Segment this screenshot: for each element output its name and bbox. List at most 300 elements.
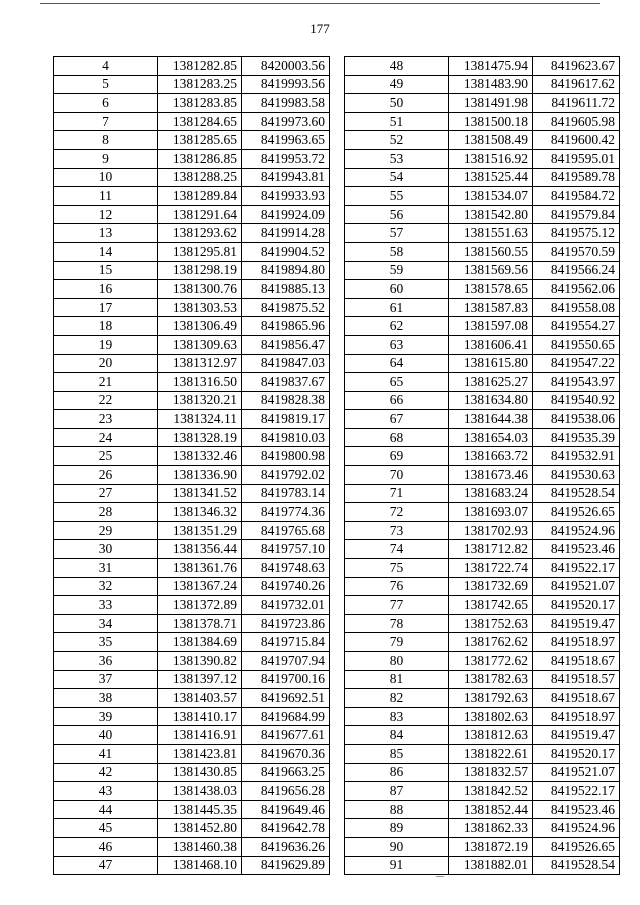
- x-coordinate-cell: 1381367.24: [158, 577, 242, 596]
- x-coordinate-cell: 1381283.25: [158, 75, 242, 94]
- x-coordinate-cell: 1381862.33: [449, 819, 533, 838]
- y-coordinate-cell: 8419540.92: [533, 391, 620, 410]
- table-row: [345, 503, 620, 522]
- y-coordinate-cell: 8419518.97: [533, 633, 620, 652]
- y-coordinate-cell: 8419584.72: [533, 187, 620, 206]
- table-row: [54, 373, 330, 392]
- x-coordinate-cell: 1381516.92: [449, 149, 533, 168]
- x-coordinate-cell: 1381702.93: [449, 521, 533, 540]
- y-coordinate-cell: 8419783.14: [242, 484, 330, 503]
- point-number-cell: 80: [345, 652, 449, 671]
- x-coordinate-cell: 1381312.97: [158, 354, 242, 373]
- point-number-cell: 60: [345, 280, 449, 299]
- y-coordinate-cell: 8419924.09: [242, 205, 330, 224]
- y-coordinate-cell: 8419562.06: [533, 280, 620, 299]
- y-coordinate-cell: 8419748.63: [242, 559, 330, 578]
- point-number-cell: 25: [54, 447, 158, 466]
- y-coordinate-cell: 8419524.96: [533, 819, 620, 838]
- point-number-cell: 88: [345, 800, 449, 819]
- y-coordinate-cell: 8419543.97: [533, 373, 620, 392]
- point-number-cell: 50: [345, 94, 449, 113]
- table-row: [345, 373, 620, 392]
- y-coordinate-cell: 8419663.25: [242, 763, 330, 782]
- point-number-cell: 37: [54, 670, 158, 689]
- table-row: [54, 726, 330, 745]
- table-row: [54, 391, 330, 410]
- x-coordinate-cell: 1381285.65: [158, 131, 242, 150]
- y-coordinate-cell: 8419600.42: [533, 131, 620, 150]
- x-coordinate-cell: 1381722.74: [449, 559, 533, 578]
- y-coordinate-cell: 8419518.57: [533, 670, 620, 689]
- scan-mark: [436, 876, 444, 877]
- x-coordinate-cell: 1381390.82: [158, 652, 242, 671]
- x-coordinate-cell: 1381303.53: [158, 298, 242, 317]
- x-coordinate-cell: 1381712.82: [449, 540, 533, 559]
- y-coordinate-cell: 8419521.07: [533, 763, 620, 782]
- x-coordinate-cell: 1381288.25: [158, 168, 242, 187]
- x-coordinate-cell: 1381397.12: [158, 670, 242, 689]
- table-row: [345, 782, 620, 801]
- point-number-cell: 65: [345, 373, 449, 392]
- x-coordinate-cell: 1381500.18: [449, 112, 533, 131]
- table-row: [345, 168, 620, 187]
- x-coordinate-cell: 1381445.35: [158, 800, 242, 819]
- y-coordinate-cell: 8419528.54: [533, 484, 620, 503]
- point-number-cell: 15: [54, 261, 158, 280]
- point-number-cell: 52: [345, 131, 449, 150]
- point-number-cell: 7: [54, 112, 158, 131]
- x-coordinate-cell: 1381309.63: [158, 335, 242, 354]
- point-number-cell: 16: [54, 280, 158, 299]
- y-coordinate-cell: 8419828.38: [242, 391, 330, 410]
- y-coordinate-cell: 8419570.59: [533, 242, 620, 261]
- y-coordinate-cell: 8419715.84: [242, 633, 330, 652]
- x-coordinate-cell: 1381852.44: [449, 800, 533, 819]
- point-number-cell: 77: [345, 596, 449, 615]
- table-row: [345, 317, 620, 336]
- point-number-cell: 19: [54, 335, 158, 354]
- point-number-cell: 91: [345, 856, 449, 875]
- x-coordinate-cell: 1381416.91: [158, 726, 242, 745]
- y-coordinate-cell: 8419558.08: [533, 298, 620, 317]
- x-coordinate-cell: 1381542.80: [449, 205, 533, 224]
- point-number-cell: 46: [54, 837, 158, 856]
- y-coordinate-cell: 8419623.67: [533, 57, 620, 76]
- table-row: [345, 205, 620, 224]
- point-number-cell: 73: [345, 521, 449, 540]
- x-coordinate-cell: 1381615.80: [449, 354, 533, 373]
- point-number-cell: 71: [345, 484, 449, 503]
- y-coordinate-cell: 8419894.80: [242, 261, 330, 280]
- table-row: [54, 782, 330, 801]
- y-coordinate-cell: 8419636.26: [242, 837, 330, 856]
- point-number-cell: 26: [54, 466, 158, 485]
- y-coordinate-cell: 8419518.67: [533, 652, 620, 671]
- y-coordinate-cell: 8419885.13: [242, 280, 330, 299]
- y-coordinate-cell: 8419757.10: [242, 540, 330, 559]
- point-number-cell: 67: [345, 410, 449, 429]
- table-row: [54, 800, 330, 819]
- x-coordinate-cell: 1381654.03: [449, 428, 533, 447]
- y-coordinate-cell: 8419656.28: [242, 782, 330, 801]
- point-number-cell: 5: [54, 75, 158, 94]
- table-row: [54, 596, 330, 615]
- point-number-cell: 17: [54, 298, 158, 317]
- point-number-cell: 84: [345, 726, 449, 745]
- point-number-cell: 87: [345, 782, 449, 801]
- y-coordinate-cell: 8419518.67: [533, 689, 620, 708]
- table-row: [54, 819, 330, 838]
- y-coordinate-cell: 8419723.86: [242, 614, 330, 633]
- point-number-cell: 4: [54, 57, 158, 76]
- x-coordinate-cell: 1381673.46: [449, 466, 533, 485]
- table-row: [54, 633, 330, 652]
- table-row: [345, 689, 620, 708]
- y-coordinate-cell: 8419993.56: [242, 75, 330, 94]
- y-coordinate-cell: 8419856.47: [242, 335, 330, 354]
- x-coordinate-cell: 1381475.94: [449, 57, 533, 76]
- coordinates-table-left: [53, 56, 330, 875]
- x-coordinate-cell: 1381742.65: [449, 596, 533, 615]
- x-coordinate-cell: 1381291.64: [158, 205, 242, 224]
- y-coordinate-cell: 8419575.12: [533, 224, 620, 243]
- table-row: [54, 707, 330, 726]
- point-number-cell: 56: [345, 205, 449, 224]
- x-coordinate-cell: 1381534.07: [449, 187, 533, 206]
- y-coordinate-cell: 8419521.07: [533, 577, 620, 596]
- table-row: [345, 112, 620, 131]
- point-number-cell: 90: [345, 837, 449, 856]
- table-row: [345, 819, 620, 838]
- table-row: [345, 187, 620, 206]
- y-coordinate-cell: 8419535.39: [533, 428, 620, 447]
- y-coordinate-cell: 8419532.91: [533, 447, 620, 466]
- table-row: [54, 224, 330, 243]
- x-coordinate-cell: 1381372.89: [158, 596, 242, 615]
- y-coordinate-cell: 8419524.96: [533, 521, 620, 540]
- x-coordinate-cell: 1381644.38: [449, 410, 533, 429]
- table-row: [345, 410, 620, 429]
- table-row: [54, 744, 330, 763]
- table-row: [345, 596, 620, 615]
- point-number-cell: 34: [54, 614, 158, 633]
- table-row: [345, 577, 620, 596]
- y-coordinate-cell: 8419740.26: [242, 577, 330, 596]
- x-coordinate-cell: 1381634.80: [449, 391, 533, 410]
- y-coordinate-cell: 8419550.65: [533, 335, 620, 354]
- top-rule: [40, 3, 600, 4]
- x-coordinate-cell: 1381578.65: [449, 280, 533, 299]
- x-coordinate-cell: 1381438.03: [158, 782, 242, 801]
- point-number-cell: 23: [54, 410, 158, 429]
- x-coordinate-cell: 1381282.85: [158, 57, 242, 76]
- table-row: [54, 205, 330, 224]
- point-number-cell: 36: [54, 652, 158, 671]
- point-number-cell: 35: [54, 633, 158, 652]
- table-row: [345, 224, 620, 243]
- y-coordinate-cell: 8419933.93: [242, 187, 330, 206]
- x-coordinate-cell: 1381452.80: [158, 819, 242, 838]
- x-coordinate-cell: 1381306.49: [158, 317, 242, 336]
- x-coordinate-cell: 1381508.49: [449, 131, 533, 150]
- y-coordinate-cell: 8419953.72: [242, 149, 330, 168]
- table-row: [54, 280, 330, 299]
- y-coordinate-cell: 8419520.17: [533, 596, 620, 615]
- y-coordinate-cell: 8419800.98: [242, 447, 330, 466]
- y-coordinate-cell: 8419819.17: [242, 410, 330, 429]
- y-coordinate-cell: 8419579.84: [533, 205, 620, 224]
- point-number-cell: 39: [54, 707, 158, 726]
- y-coordinate-cell: 8419605.98: [533, 112, 620, 131]
- point-number-cell: 45: [54, 819, 158, 838]
- table-row: [345, 131, 620, 150]
- x-coordinate-cell: 1381351.29: [158, 521, 242, 540]
- y-coordinate-cell: 8419774.36: [242, 503, 330, 522]
- point-number-cell: 47: [54, 856, 158, 875]
- x-coordinate-cell: 1381872.19: [449, 837, 533, 856]
- x-coordinate-cell: 1381378.71: [158, 614, 242, 633]
- table-row: [54, 335, 330, 354]
- y-coordinate-cell: 8419847.03: [242, 354, 330, 373]
- x-coordinate-cell: 1381316.50: [158, 373, 242, 392]
- point-number-cell: 22: [54, 391, 158, 410]
- x-coordinate-cell: 1381683.24: [449, 484, 533, 503]
- point-number-cell: 29: [54, 521, 158, 540]
- x-coordinate-cell: 1381762.62: [449, 633, 533, 652]
- x-coordinate-cell: 1381525.44: [449, 168, 533, 187]
- table-row: [54, 298, 330, 317]
- y-coordinate-cell: 8419611.72: [533, 94, 620, 113]
- x-coordinate-cell: 1381298.19: [158, 261, 242, 280]
- y-coordinate-cell: 8419865.96: [242, 317, 330, 336]
- x-coordinate-cell: 1381346.32: [158, 503, 242, 522]
- x-coordinate-cell: 1381732.69: [449, 577, 533, 596]
- table-row: [345, 280, 620, 299]
- point-number-cell: 74: [345, 540, 449, 559]
- x-coordinate-cell: 1381842.52: [449, 782, 533, 801]
- table-row: [345, 726, 620, 745]
- point-number-cell: 86: [345, 763, 449, 782]
- point-number-cell: 44: [54, 800, 158, 819]
- x-coordinate-cell: 1381410.17: [158, 707, 242, 726]
- point-number-cell: 42: [54, 763, 158, 782]
- point-number-cell: 78: [345, 614, 449, 633]
- table-row: [54, 94, 330, 113]
- table-row: [54, 540, 330, 559]
- point-number-cell: 48: [345, 57, 449, 76]
- y-coordinate-cell: 8419526.65: [533, 503, 620, 522]
- table-row: [54, 670, 330, 689]
- x-coordinate-cell: 1381468.10: [158, 856, 242, 875]
- point-number-cell: 81: [345, 670, 449, 689]
- y-coordinate-cell: 8419914.28: [242, 224, 330, 243]
- y-coordinate-cell: 8419519.47: [533, 614, 620, 633]
- x-coordinate-cell: 1381802.63: [449, 707, 533, 726]
- table-row: [54, 57, 330, 76]
- y-coordinate-cell: 8419523.46: [533, 800, 620, 819]
- table-row: [54, 447, 330, 466]
- point-number-cell: 13: [54, 224, 158, 243]
- point-number-cell: 69: [345, 447, 449, 466]
- y-coordinate-cell: 8419595.01: [533, 149, 620, 168]
- point-number-cell: 8: [54, 131, 158, 150]
- table-row: [345, 614, 620, 633]
- point-number-cell: 11: [54, 187, 158, 206]
- table-row: [345, 447, 620, 466]
- y-coordinate-cell: 8419765.68: [242, 521, 330, 540]
- y-coordinate-cell: 8419520.17: [533, 744, 620, 763]
- point-number-cell: 89: [345, 819, 449, 838]
- table-row: [345, 707, 620, 726]
- table-row: [54, 652, 330, 671]
- table-row: [345, 261, 620, 280]
- point-number-cell: 30: [54, 540, 158, 559]
- table-row: [54, 466, 330, 485]
- x-coordinate-cell: 1381293.62: [158, 224, 242, 243]
- point-number-cell: 55: [345, 187, 449, 206]
- table-row: [345, 837, 620, 856]
- table-row: [345, 354, 620, 373]
- point-number-cell: 75: [345, 559, 449, 578]
- x-coordinate-cell: 1381460.38: [158, 837, 242, 856]
- x-coordinate-cell: 1381882.01: [449, 856, 533, 875]
- x-coordinate-cell: 1381324.11: [158, 410, 242, 429]
- x-coordinate-cell: 1381587.83: [449, 298, 533, 317]
- table-row: [54, 187, 330, 206]
- y-coordinate-cell: 8419530.63: [533, 466, 620, 485]
- x-coordinate-cell: 1381822.61: [449, 744, 533, 763]
- point-number-cell: 32: [54, 577, 158, 596]
- point-number-cell: 33: [54, 596, 158, 615]
- x-coordinate-cell: 1381430.85: [158, 763, 242, 782]
- y-coordinate-cell: 8419526.65: [533, 837, 620, 856]
- table-row: [54, 149, 330, 168]
- x-coordinate-cell: 1381403.57: [158, 689, 242, 708]
- coordinates-table-right: [344, 56, 620, 875]
- point-number-cell: 31: [54, 559, 158, 578]
- y-coordinate-cell: 8419589.78: [533, 168, 620, 187]
- table-row: [345, 744, 620, 763]
- x-coordinate-cell: 1381300.76: [158, 280, 242, 299]
- y-coordinate-cell: 8419707.94: [242, 652, 330, 671]
- point-number-cell: 41: [54, 744, 158, 763]
- point-number-cell: 68: [345, 428, 449, 447]
- y-coordinate-cell: 8419943.81: [242, 168, 330, 187]
- y-coordinate-cell: 8419523.46: [533, 540, 620, 559]
- point-number-cell: 72: [345, 503, 449, 522]
- table-row: [54, 837, 330, 856]
- y-coordinate-cell: 8419629.89: [242, 856, 330, 875]
- point-number-cell: 58: [345, 242, 449, 261]
- x-coordinate-cell: 1381752.63: [449, 614, 533, 633]
- table-row: [54, 168, 330, 187]
- table-row: [345, 559, 620, 578]
- x-coordinate-cell: 1381284.65: [158, 112, 242, 131]
- y-coordinate-cell: 8419792.02: [242, 466, 330, 485]
- table-row: [345, 57, 620, 76]
- point-number-cell: 10: [54, 168, 158, 187]
- point-number-cell: 27: [54, 484, 158, 503]
- table-row: [54, 614, 330, 633]
- point-number-cell: 14: [54, 242, 158, 261]
- y-coordinate-cell: 8419518.97: [533, 707, 620, 726]
- table-row: [345, 75, 620, 94]
- y-coordinate-cell: 8419522.17: [533, 782, 620, 801]
- table-row: [345, 335, 620, 354]
- x-coordinate-cell: 1381423.81: [158, 744, 242, 763]
- x-coordinate-cell: 1381812.63: [449, 726, 533, 745]
- point-number-cell: 54: [345, 168, 449, 187]
- x-coordinate-cell: 1381332.46: [158, 447, 242, 466]
- point-number-cell: 43: [54, 782, 158, 801]
- x-coordinate-cell: 1381551.63: [449, 224, 533, 243]
- x-coordinate-cell: 1381361.76: [158, 559, 242, 578]
- x-coordinate-cell: 1381693.07: [449, 503, 533, 522]
- x-coordinate-cell: 1381782.63: [449, 670, 533, 689]
- coordinates-table-left-body: [54, 57, 330, 875]
- point-number-cell: 20: [54, 354, 158, 373]
- y-coordinate-cell: 8419670.36: [242, 744, 330, 763]
- y-coordinate-cell: 8419547.22: [533, 354, 620, 373]
- point-number-cell: 59: [345, 261, 449, 280]
- y-coordinate-cell: 8419963.65: [242, 131, 330, 150]
- table-row: [345, 466, 620, 485]
- y-coordinate-cell: 8419732.01: [242, 596, 330, 615]
- x-coordinate-cell: 1381597.08: [449, 317, 533, 336]
- y-coordinate-cell: 8419684.99: [242, 707, 330, 726]
- table-row: [54, 577, 330, 596]
- table-row: [54, 503, 330, 522]
- table-row: [54, 131, 330, 150]
- x-coordinate-cell: 1381295.81: [158, 242, 242, 261]
- table-row: [345, 856, 620, 875]
- table-row: [54, 521, 330, 540]
- y-coordinate-cell: 8419649.46: [242, 800, 330, 819]
- y-coordinate-cell: 8419642.78: [242, 819, 330, 838]
- x-coordinate-cell: 1381772.62: [449, 652, 533, 671]
- table-row: [345, 428, 620, 447]
- table-row: [54, 112, 330, 131]
- x-coordinate-cell: 1381328.19: [158, 428, 242, 447]
- point-number-cell: 28: [54, 503, 158, 522]
- table-row: [54, 75, 330, 94]
- x-coordinate-cell: 1381336.90: [158, 466, 242, 485]
- x-coordinate-cell: 1381356.44: [158, 540, 242, 559]
- point-number-cell: 79: [345, 633, 449, 652]
- y-coordinate-cell: 8419700.16: [242, 670, 330, 689]
- x-coordinate-cell: 1381483.90: [449, 75, 533, 94]
- x-coordinate-cell: 1381792.63: [449, 689, 533, 708]
- x-coordinate-cell: 1381384.69: [158, 633, 242, 652]
- y-coordinate-cell: 8419837.67: [242, 373, 330, 392]
- table-row: [54, 317, 330, 336]
- table-row: [345, 800, 620, 819]
- point-number-cell: 53: [345, 149, 449, 168]
- y-coordinate-cell: 8419617.62: [533, 75, 620, 94]
- x-coordinate-cell: 1381625.27: [449, 373, 533, 392]
- point-number-cell: 21: [54, 373, 158, 392]
- table-row: [54, 689, 330, 708]
- point-number-cell: 76: [345, 577, 449, 596]
- x-coordinate-cell: 1381663.72: [449, 447, 533, 466]
- point-number-cell: 83: [345, 707, 449, 726]
- table-row: [54, 428, 330, 447]
- point-number-cell: 70: [345, 466, 449, 485]
- x-coordinate-cell: 1381491.98: [449, 94, 533, 113]
- point-number-cell: 85: [345, 744, 449, 763]
- y-coordinate-cell: 8419519.47: [533, 726, 620, 745]
- point-number-cell: 82: [345, 689, 449, 708]
